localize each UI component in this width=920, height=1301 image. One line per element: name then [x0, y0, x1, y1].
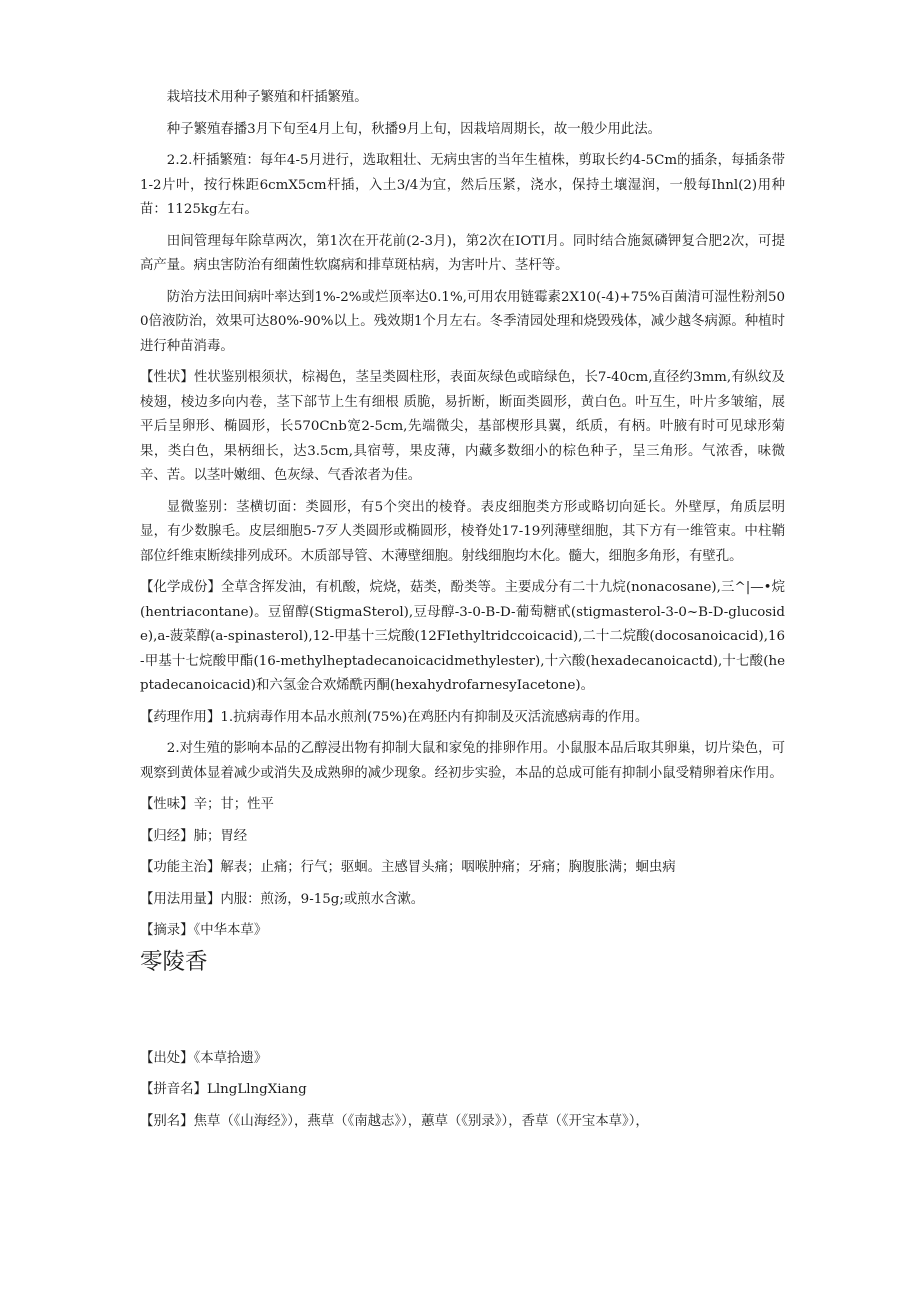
paragraph-source	[140, 1047, 785, 1072]
paragraph-characteristics	[140, 366, 785, 489]
label-pinyin: 【拼音名】	[140, 1082, 207, 1097]
text-pharmacology: 1.抗病毒作用本品水煎剂(75%)在鸡胚内有抑制及灭活流感病毒的作用。	[220, 709, 649, 725]
label-taste: 【性味】	[140, 797, 194, 812]
label-excerpt: 【摘录】	[140, 923, 194, 938]
text-excerpt: 《中华本草》	[193, 923, 268, 938]
text-characteristics: 性状鉴别根须状，棕褐色，茎呈类圆柱形，表面灰绿色或暗绿色，长7-40cm,直径约3mm,有纵纹及棱翅，棱边多向内卷，茎下部节上生有细根 质脆，易折断，断面类圆形，黄白色。叶互生，叶片多皱缩，展平后呈卵形、椭圆形，长570Cnb宽2-5cm,先端微尖，基部楔形具翼，纸质，有柄。叶腋有时可见球形菊果，类白色，果柄细长，达3.5cm,具宿萼，果皮薄，内藏多数细小的棕色种子，呈三角形。气浓香，味微辛、苦。以茎叶嫩细、色灰绿、气香浓者为佳。	[140, 370, 785, 483]
label-characteristics: 【性状】	[140, 370, 194, 385]
paragraph-usage	[140, 888, 785, 913]
paragraph-taste	[140, 793, 785, 818]
text-functions: 解表；止痛；行气；驱蛔。主感冒头痛；咽喉肿痛；牙痛；胸腹胀满；蛔虫病	[220, 860, 676, 875]
paragraph-pinyin	[140, 1078, 785, 1103]
label-source: 【出处】	[140, 1050, 194, 1066]
text-source: 《本草拾遗》	[193, 1050, 268, 1066]
paragraph-aliases	[140, 1110, 785, 1135]
paragraph-pharmacology	[140, 706, 785, 731]
label-meridian: 【归经】	[140, 828, 194, 844]
paragraph-excerpt	[140, 919, 785, 944]
label-usage: 【用法用量】	[140, 891, 221, 907]
label-functions: 【功能主治】	[140, 860, 221, 875]
paragraph-pharmacology-2: 2.对生殖的影响本品的乙醇浸出物有抑制大鼠和家兔的排卵作用。小鼠服本品后取其卵巢，切片染色，可观察到黄体显着减少或消失及成熟卵的减少现象。经初步实验，本品的总成可能有抑制小鼠受精卵着床作用。	[140, 741, 785, 781]
paragraph-functions	[140, 856, 785, 881]
paragraph-cutting-propagation: 2.2.杆插繁殖：每年4-5月进行，选取粗壮、无病虫害的当年生植株，剪取长约4-5Cm的插条，每插条带1-2片叶，按行株距6cmX5cm杆插，入土3/4为宜，然后压紧，浇水，保持土壤湿润，一般每Ihnl(2)用种苗：1125kg左右。	[140, 153, 785, 217]
paragraph-prevention-methods: 防治方法田间病叶率达到1%-2%或烂顶率达0.1%,可用农用链霉素2X10(-4)+75%百菌清可湿性粉剂500倍液防治，效果可达80%-90%以上。残效期1个月左右。冬季清园处理和烧毁残体，减少越冬病源。种植时进行种苗消毒。	[140, 289, 785, 354]
text-chemical-composition: 全草含挥发油，有机酸，烷烧，菇类，酚类等。主要成分有二十九烷(nonacosane),三^|—•烷(hentriacontane)。豆留醇(StigmaSterol),豆母醇-3-0-B-D-葡萄糖甙(stigmasterol-3-0~B-D-glucoside),a-菠菜醇(a-spinasterol),12-甲基十三烷酸(12FIethyltridccoicacid),二十二烷酸(docosanoicacid),16-甲基十七烷酸甲酯(16-methylheptadecanoicacidmethylester),十六酸(hexadecanoicactd),十七酸(heptadecanoicacid)和六氢金合欢烯酰丙酮(hexahydrofarnesyIacetone)。	[140, 580, 786, 693]
paragraph-seed-propagation: 种子繁殖春播3月下旬至4月上旬，秋播9月上旬，因栽培周期长，故一般少用此法。	[166, 121, 662, 137]
label-pharmacology: 【药理作用】	[140, 709, 221, 725]
text-pinyin: LlngLlngXiang	[206, 1082, 307, 1097]
section-title: 零陵香	[140, 948, 208, 975]
paragraph-chemical-composition	[140, 576, 785, 699]
text-meridian: 肺；胃经	[193, 828, 248, 844]
label-aliases: 【别名】	[140, 1113, 194, 1129]
paragraph-microscopic: 显微鉴别：茎横切面：类圆形，有5个突出的棱脊。表皮细胞类方形或略切向延长。外壁厚，角质层明显，有少数腺毛。皮层细胞5-7歹人类圆形或椭圆形，棱脊处17-19列薄壁细胞，其下方有一维管束。中柱鞘部位纤维束断续排列成环。木质部导管、木薄壁细胞。射线细胞均木化。髓大，细胞多角形，有壁孔。	[140, 499, 785, 564]
label-chemical-composition: 【化学成份】	[140, 580, 221, 595]
text-aliases: 焦草（《山海经》），燕草（《南越志》），蕙草（《别录》），香草（《开宝本草》），	[193, 1113, 649, 1129]
paragraph-field-management: 田间管理每年除草两次，第1次在开花前(2-3月)，第2次在IOTI月。同时结合施氮磷钾复合肥2次，可提高产量。病虫害防治有细菌性软腐病和排草斑枯病，为害叶片、茎杆等。	[140, 233, 785, 273]
paragraph-cultivation-intro: 栽培技术用种子繁殖和杆插繁殖。	[166, 90, 368, 105]
text-taste: 辛；甘；性平	[193, 797, 274, 812]
paragraph-meridian	[140, 825, 785, 850]
document-page	[140, 86, 785, 1141]
text-usage: 内服：煎汤，9-15g;或煎水含漱。	[220, 891, 425, 907]
